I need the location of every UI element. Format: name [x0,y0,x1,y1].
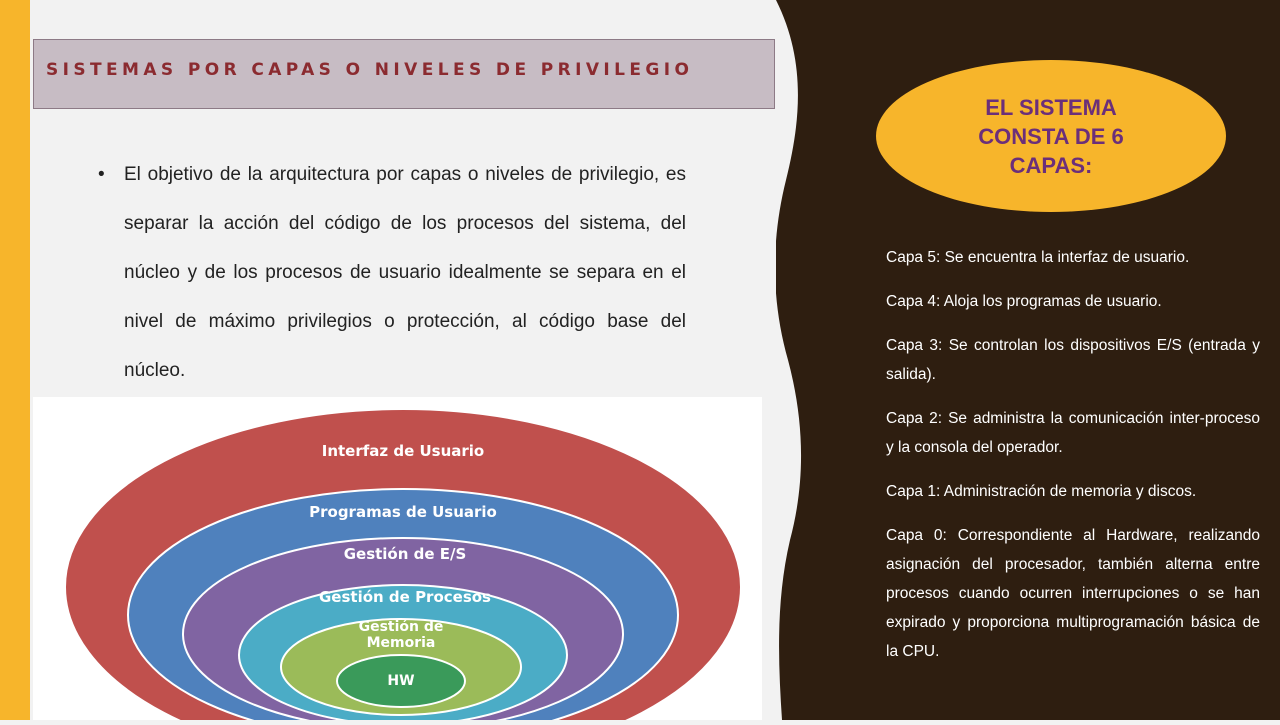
capas-list [886,243,1260,681]
capa-item-2: Capa 2: Se administra la comunicación inter-proceso y la consola del operador. [886,410,1260,456]
callout-text: EL SISTEMA CONSTA DE 6 CAPAS: [978,94,1124,178]
slide-title: SISTEMAS POR CAPAS O NIVELES DE PRIVILEGIO [46,60,694,80]
layers-diagram-svg [33,397,762,720]
layer-label-memoria-line2: Memoria [366,635,436,651]
layer-label-procesos: Gestión de Procesos [319,588,491,606]
capa-item-0: Capa 0: Correspondiente al Hardware, realizando asignación del procesador, también alterna entre procesos cuando ocurren interrupciones o se han expirado y proporciona multiprogramación básica de la CPU. [886,527,1260,660]
left-accent-bar [0,0,30,720]
capa-item-1: Capa 1: Administración de memoria y discos. [886,483,1197,500]
layer-label-programas: Programas de Usuario [309,503,497,521]
layer-label-interfaz: Interfaz de Usuario [321,442,485,460]
body-paragraph: El objetivo de la arquitectura por capas o niveles de privilegio, es separar la acción del código de los procesos del sistema, del núcleo y de los procesos de usuario idealmente se separa en el nivel de máximo privilegios o protección, al código base del núcleo. [124,164,686,381]
callout-oval [876,60,1226,212]
layer-label-hw: HW [387,673,415,689]
layer-label-memoria-line1: Gestión de [358,619,444,635]
body-paragraph-block [100,150,686,395]
layer-label-es: Gestión de E/S [343,545,467,563]
capa-item-3: Capa 3: Se controlan los dispositivos E/S (entrada y salida). [886,337,1260,383]
layers-diagram [33,397,762,720]
bullet-marker: • [98,164,105,185]
capa-item-4: Capa 4: Aloja los programas de usuario. [886,293,1162,310]
capa-item-5: Capa 5: Se encuentra la interfaz de usuario. [886,249,1190,266]
title-banner [33,39,775,109]
